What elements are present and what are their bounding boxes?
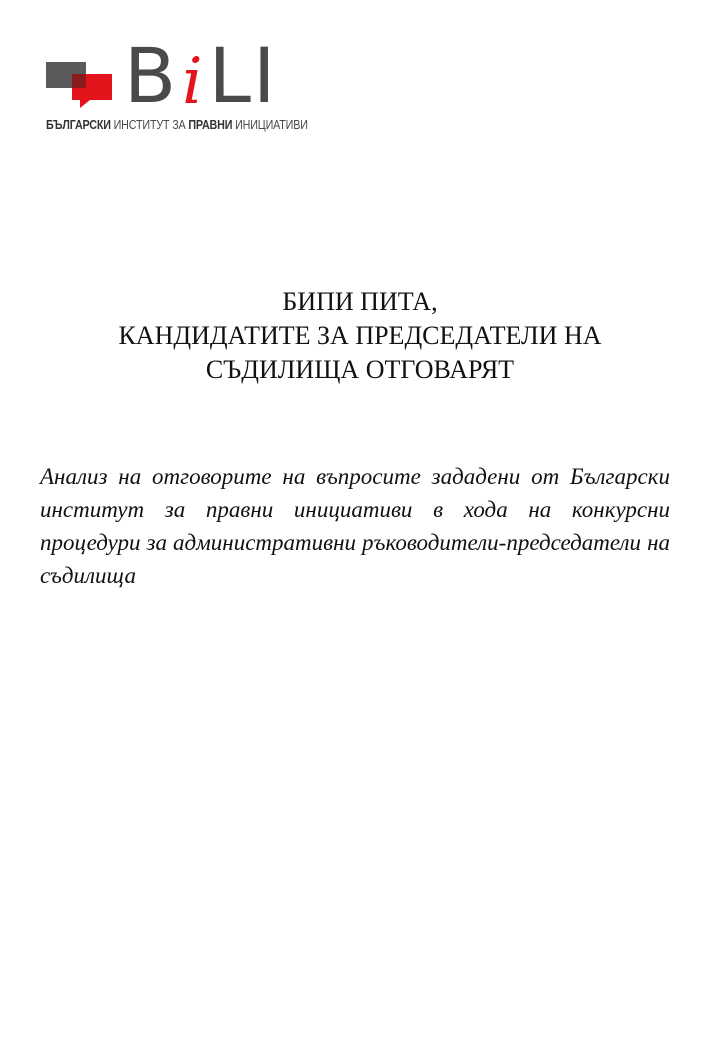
document-title bbox=[60, 285, 660, 387]
logo-sub-part2: ИНСТИТУТ ЗА bbox=[110, 118, 189, 132]
bili-logo bbox=[46, 31, 308, 136]
logo-wordmark bbox=[124, 31, 278, 120]
logo-organization-name bbox=[46, 118, 308, 132]
logo-sub-part4: ИНИЦИАТИВИ bbox=[232, 118, 308, 132]
title-line-1: БИПИ ПИТА, bbox=[282, 287, 438, 316]
title-line-3: СЪДИЛИЩА ОТГОВАРЯТ bbox=[205, 355, 515, 384]
speech-bubbles-logo-icon bbox=[46, 60, 116, 110]
logo-letter-i: i bbox=[182, 45, 205, 119]
logo-letters-li: LI bbox=[208, 31, 278, 120]
document-subtitle: Анализ на отговорите на въпросите зададени от Български институт за правни инициативи в хода на конкурсни процедури за административни ръководители-председатели на съдилища bbox=[40, 464, 670, 588]
title-line-2: КАНДИДАТИТЕ ЗА ПРЕДСЕДАТЕЛИ НА bbox=[118, 321, 602, 350]
logo-letter-b: B bbox=[124, 31, 179, 120]
logo-sub-part3: ПРАВНИ bbox=[188, 118, 233, 132]
logo-sub-part1: БЪЛГАРСКИ bbox=[46, 118, 111, 132]
